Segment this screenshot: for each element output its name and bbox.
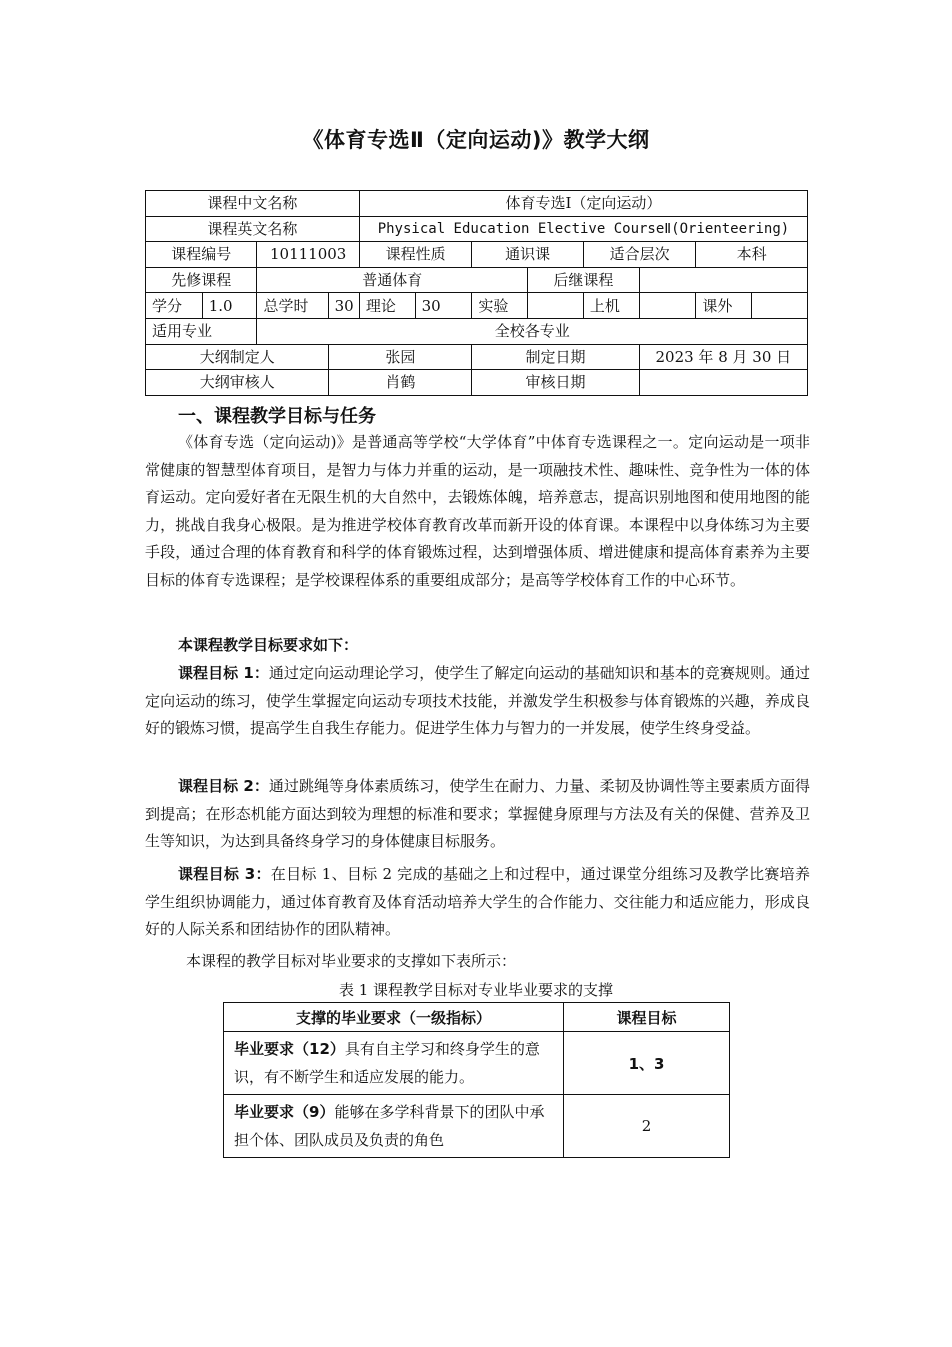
info-row-reviewer xyxy=(146,370,808,396)
computer-value xyxy=(639,293,696,319)
info-row-cn-name xyxy=(146,191,808,217)
goal3-paragraph xyxy=(145,861,810,944)
support-target-cell: 2 xyxy=(564,1095,730,1158)
section-heading: 一、课程教学目标与任务 xyxy=(178,406,376,427)
support-table xyxy=(223,1002,730,1158)
total-hours-value: 30 xyxy=(329,293,359,319)
reviewer-value: 肖鹤 xyxy=(329,370,472,396)
nature-label: 课程性质 xyxy=(359,242,472,268)
en-name-value: Physical Education Elective CourseⅡ(Orienteering) xyxy=(359,216,807,242)
follow-label: 后继课程 xyxy=(528,267,640,293)
table-caption: 表 1 课程教学目标对专业毕业要求的支撑 xyxy=(338,981,614,999)
goal2-paragraph xyxy=(145,773,810,856)
theory-label: 理论 xyxy=(359,293,415,319)
info-row-prereq xyxy=(146,267,808,293)
extra-value xyxy=(752,293,808,319)
table-row xyxy=(224,1032,730,1095)
support-header-req: 支撑的毕业要求（一级指标） xyxy=(224,1003,564,1032)
review-date-value xyxy=(639,370,807,396)
prereq-label: 先修课程 xyxy=(146,267,257,293)
author-value: 张园 xyxy=(329,344,472,370)
goal3-text: 在目标 1、目标 2 完成的基础之上和过程中，通过课堂分组练习及教学比赛培养学生组织协调能力，通过体育教育及体育活动培养大学生的合作能力、交往能力和适应能力，形成良好的人际关系和团结协作的团队精神。 xyxy=(145,865,810,938)
credit-label: 学分 xyxy=(146,293,203,319)
goal1-label: 课程目标 1： xyxy=(178,664,269,682)
extra-label: 课外 xyxy=(696,293,752,319)
review-date-label: 审核日期 xyxy=(472,370,639,396)
major-label: 适用专业 xyxy=(146,318,257,344)
goals-heading xyxy=(178,632,810,660)
theory-value: 30 xyxy=(415,293,472,319)
date-value: 2023 年 8 月 30 日 xyxy=(639,344,807,370)
computer-label: 上机 xyxy=(583,293,639,319)
info-row-hours xyxy=(146,293,808,319)
support-header-target: 课程目标 xyxy=(564,1003,730,1032)
req-text: 具有自主学习和终身学生的意识，有不断学生和适应发展的能力。 xyxy=(234,1040,540,1086)
table-row xyxy=(224,1095,730,1158)
nature-value: 通识课 xyxy=(472,242,584,268)
req-label: 毕业要求（9） xyxy=(234,1103,335,1121)
date-label: 制定日期 xyxy=(472,344,639,370)
info-row-en-name xyxy=(146,216,808,242)
author-label: 大纲制定人 xyxy=(146,344,329,370)
support-intro: 本课程的教学目标对毕业要求的支撑如下表所示： xyxy=(186,952,517,970)
level-label: 适合层次 xyxy=(583,242,696,268)
req-text: 能够在多学科背景下的团队中承担个体、团队成员及负责的角色 xyxy=(234,1103,545,1149)
goal2-label: 课程目标 2： xyxy=(178,777,269,795)
level-value: 本科 xyxy=(696,242,808,268)
support-req-cell xyxy=(224,1032,564,1095)
support-target-cell: 1、3 xyxy=(564,1032,730,1095)
prereq-value: 普通体育 xyxy=(257,267,528,293)
info-row-author xyxy=(146,344,808,370)
code-value: 10111003 xyxy=(257,242,359,268)
goal1-text: 通过定向运动理论学习，使学生了解定向运动的基础知识和基本的竞赛规则。通过定向运动的练习，使学生掌握定向运动专项技术技能，并激发学生积极参与体育锻炼的兴趣，养成良好的锻炼习惯，提高学生自我生存能力。促进学生体力与智力的一并发展，使学生终身受益。 xyxy=(145,664,810,737)
reviewer-label: 大纲审核人 xyxy=(146,370,329,396)
lab-label: 实验 xyxy=(472,293,528,319)
req-label: 毕业要求（12） xyxy=(234,1040,345,1058)
total-hours-label: 总学时 xyxy=(257,293,329,319)
support-header-row xyxy=(224,1003,730,1032)
follow-value xyxy=(639,267,807,293)
course-info-table xyxy=(145,190,808,396)
major-value: 全校各专业 xyxy=(257,318,808,344)
support-req-cell xyxy=(224,1095,564,1158)
cn-name-label: 课程中文名称 xyxy=(146,191,360,217)
goal1-paragraph xyxy=(145,660,810,743)
en-name-label: 课程英文名称 xyxy=(146,216,360,242)
info-row-major xyxy=(146,318,808,344)
lab-value xyxy=(528,293,584,319)
credit-value: 1.0 xyxy=(202,293,257,319)
code-label: 课程编号 xyxy=(146,242,257,268)
info-row-code xyxy=(146,242,808,268)
goal3-label: 课程目标 3： xyxy=(178,865,271,883)
cn-name-value: 体育专选Ⅰ（定向运动） xyxy=(359,191,807,217)
goal2-text: 通过跳绳等身体素质练习，使学生在耐力、力量、柔韧及协调性等主要素质方面得到提高；在形态机能方面达到较为理想的标准和要求；掌握健身原理与方法及有关的保健、营养及卫生等知识，为达到具备终身学习的身体健康目标服务。 xyxy=(145,777,810,850)
goals-heading-text: 本课程教学目标要求如下： xyxy=(178,636,359,654)
intro-paragraph: 《体育专选（定向运动)》是普通高等学校“大学体育”中体育专选课程之一。定向运动是一项非常健康的智慧型体育项目，是智力与体力并重的运动，是一项融技术性、趣味性、竞争性为一体的体育运动。定向爱好者在无限生机的大自然中，去锻炼体魄，培养意志，提高识别地图和使用地图的能力，挑战自我身心极限。是为推进学校体育教育改革而新开设的体育课。本课程中以身体练习为主要手段，通过合理的体育教育和科学的体育锻炼过程，达到增强体质、增进健康和提高体育素养为主要目标的体育专选课程；是学校课程体系的重要组成部分；是高等学校体育工作的中心环节。 xyxy=(145,433,810,589)
page-title: 《体育专选Ⅱ（定向运动)》教学大纲 xyxy=(302,128,650,152)
